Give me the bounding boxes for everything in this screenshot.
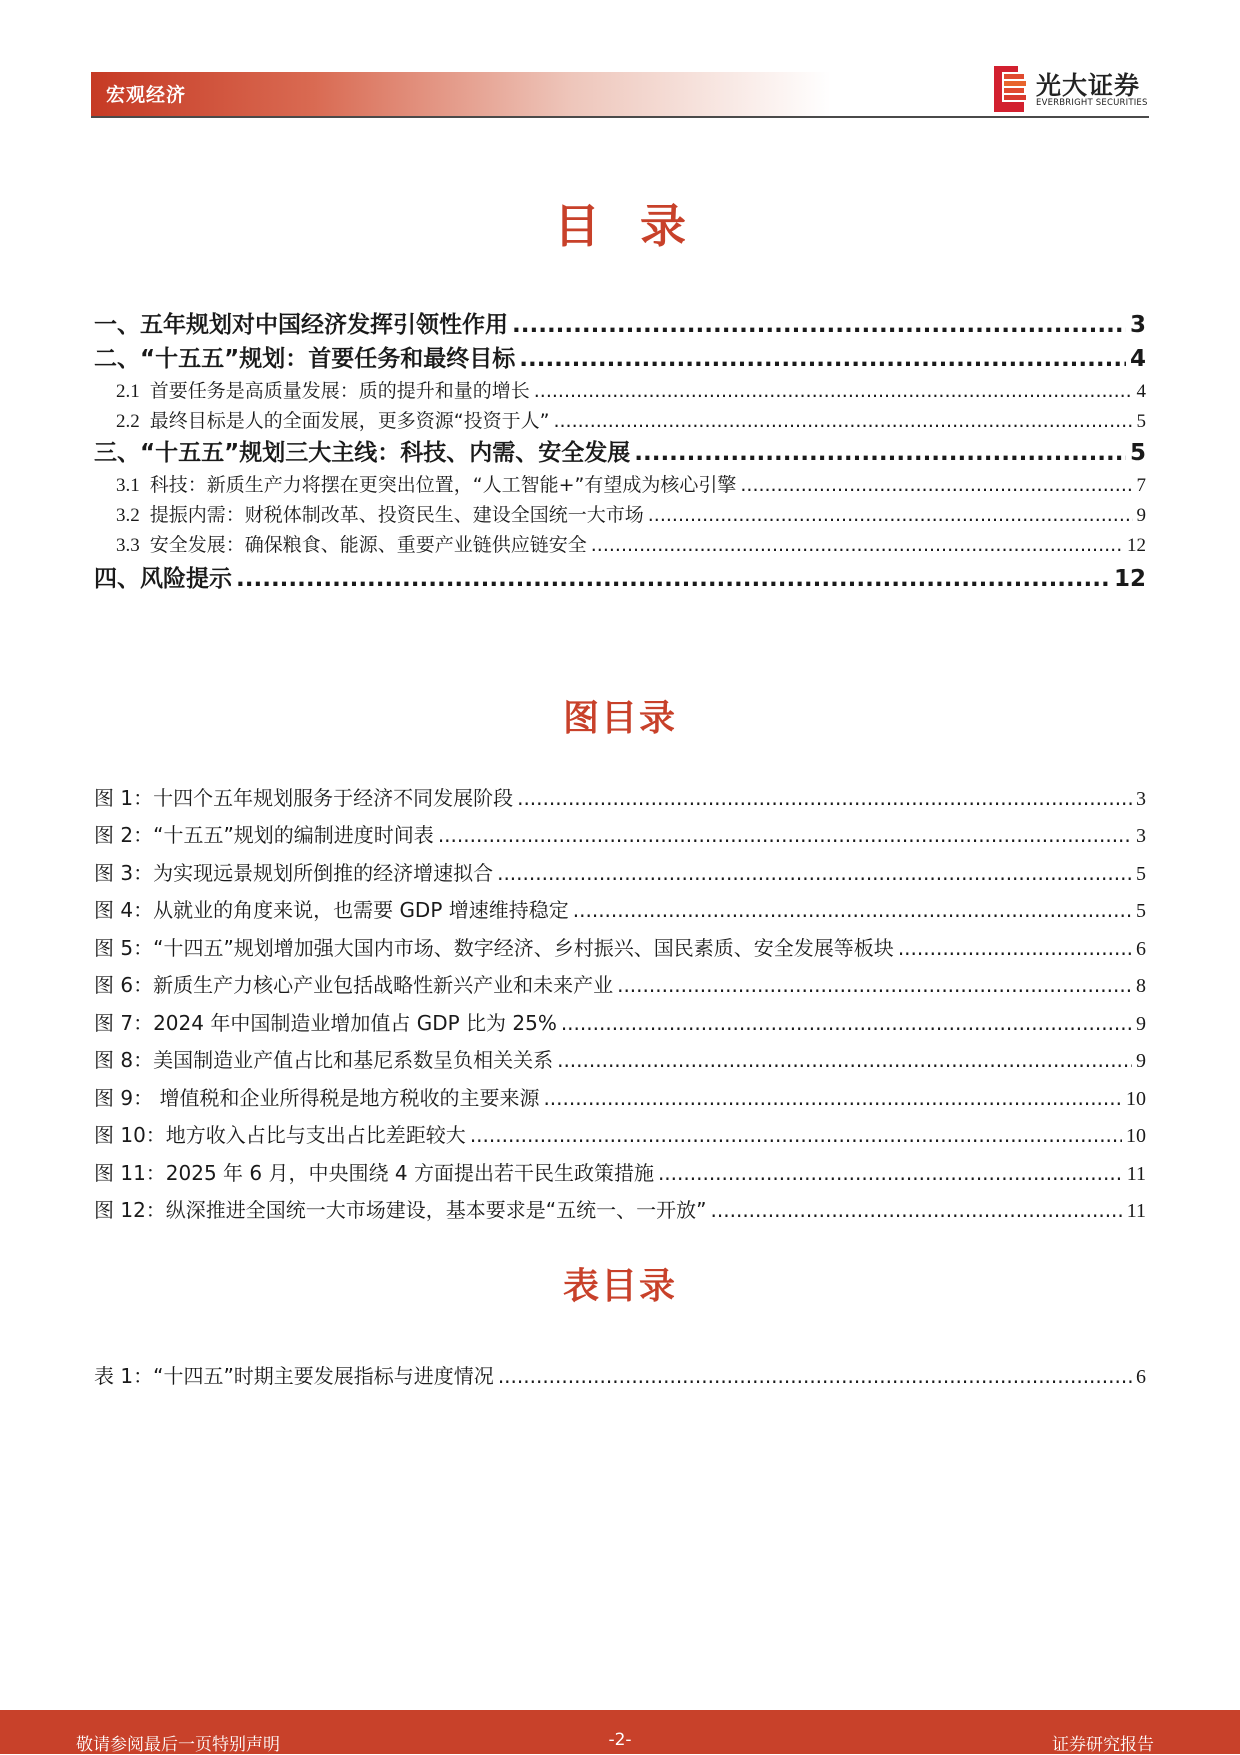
- dot-leader: [658, 1161, 1123, 1185]
- toc-subentry-text: 科技：新质生产力将摆在更突出位置，“人工智能+”有望成为核心引擎: [149, 474, 737, 496]
- dot-leader: [573, 898, 1132, 922]
- toc-subentry[interactable]: [116, 530, 1146, 557]
- toc-entry[interactable]: [94, 340, 1146, 373]
- figure-entry[interactable]: [94, 819, 1146, 848]
- dot-leader: [648, 504, 1133, 526]
- header-band: [91, 72, 831, 116]
- figure-entry[interactable]: [94, 1082, 1146, 1111]
- toc-entry-page: 5: [1129, 440, 1146, 466]
- figure-entry-text: 图 9： 增值税和企业所得税是地方税收的主要来源: [94, 1086, 540, 1110]
- figure-entry-text: 图 8：美国制造业产值占比和基尼系数呈负相关关系: [94, 1048, 554, 1072]
- figure-list-title: 图目录: [562, 698, 677, 739]
- toc-subentry-page: 5: [1136, 411, 1146, 432]
- table-entry-text: 表 1：“十四五”时期主要发展指标与进度情况: [94, 1364, 494, 1388]
- figure-entry[interactable]: [94, 1044, 1146, 1073]
- figure-entry-page: 9: [1136, 1050, 1146, 1072]
- toc-entry[interactable]: [94, 434, 1146, 467]
- dot-leader: [740, 474, 1132, 496]
- figure-entry-text: 图 6：新质生产力核心产业包括战略性新兴产业和未来产业: [94, 973, 614, 997]
- figure-entry[interactable]: [94, 1119, 1146, 1148]
- toc-subentry-text: 提振内需：财税体制改革、投资民生、建设全国统一大市场: [149, 504, 644, 526]
- toc-subentry[interactable]: [116, 376, 1146, 403]
- figure-entry-page: 9: [1136, 1013, 1146, 1035]
- toc-title: 目录: [554, 199, 726, 253]
- toc-entry-text: 一、五年规划对中国经济发挥引领性作用: [94, 312, 508, 338]
- dot-leader: [512, 312, 1126, 338]
- figure-entry-text: 图 5：“十四五”规划增加强大国内市场、数字经济、乡村振兴、国民素质、安全发展等板块: [94, 936, 894, 960]
- figure-entry[interactable]: [94, 782, 1146, 811]
- section-label: 宏观经济: [106, 84, 187, 106]
- figure-entry-text: 图 7：2024 年中国制造业增加值占 GDP 比为 25%: [94, 1011, 557, 1035]
- footer-disclaimer: 敬请参阅最后一页特别声明: [76, 1735, 280, 1755]
- figure-entry-page: 8: [1136, 975, 1146, 997]
- figure-entry-page: 5: [1136, 863, 1146, 885]
- figure-entry-text: 图 4：从就业的角度来说，也需要 GDP 增速维持稳定: [94, 898, 569, 922]
- toc-subentry[interactable]: [116, 470, 1146, 497]
- figure-entry-page: 11: [1126, 1163, 1146, 1185]
- toc-subentry-number: 3.3: [116, 535, 140, 556]
- dot-leader: [711, 1198, 1123, 1222]
- dot-leader: [438, 823, 1132, 847]
- toc-subentry-page: 12: [1127, 535, 1146, 556]
- figure-entry-page: 6: [1136, 938, 1146, 960]
- dot-leader: [497, 861, 1132, 885]
- toc-subentry-number: 3.2: [116, 505, 140, 526]
- dot-leader: [498, 1364, 1132, 1388]
- company-logo: [994, 64, 1154, 112]
- figure-entry-text: 图 10：地方收入占比与支出占比差距较大: [94, 1123, 466, 1147]
- figure-entry-text: 图 12：纵深推进全国统一大市场建设，基本要求是“五统一、一开放”: [94, 1198, 707, 1222]
- toc-subentry-page: 9: [1136, 505, 1146, 526]
- logo-chinese-name: 光大证券: [1036, 71, 1141, 100]
- dot-leader: [470, 1123, 1122, 1147]
- toc-entry-text: 二、“十五五”规划：首要任务和最终目标: [94, 346, 516, 372]
- toc-subentry-page: 7: [1136, 475, 1146, 496]
- figure-entry-text: 图 11：2025 年 6 月，中央围绕 4 方面提出若干民生政策措施: [94, 1161, 654, 1185]
- table-entry-page: 6: [1136, 1366, 1146, 1388]
- table-entry[interactable]: [94, 1360, 1146, 1389]
- header-divider: [91, 116, 1149, 118]
- dot-leader: [634, 440, 1126, 466]
- figure-entry[interactable]: [94, 932, 1146, 961]
- dot-leader: [898, 936, 1132, 960]
- figure-entry[interactable]: [94, 857, 1146, 886]
- dot-leader: [557, 1048, 1132, 1072]
- logo-english-name: EVERBRIGHT SECURITIES: [1036, 98, 1148, 108]
- dot-leader: [517, 786, 1132, 810]
- dot-leader: [553, 410, 1132, 432]
- figure-entry-page: 10: [1126, 1088, 1146, 1110]
- figure-entry-page: 10: [1126, 1125, 1146, 1147]
- everbright-logo-icon: [994, 66, 1026, 112]
- toc-entry[interactable]: [94, 306, 1146, 339]
- figure-entry[interactable]: [94, 1157, 1146, 1186]
- dot-leader: [617, 973, 1132, 997]
- figure-entry-page: 11: [1126, 1200, 1146, 1222]
- figure-entry-page: 3: [1136, 788, 1146, 810]
- toc-subentry-text: 最终目标是人的全面发展，更多资源“投资于人”: [149, 410, 550, 432]
- figure-entry[interactable]: [94, 894, 1146, 923]
- toc-subentry-number: 2.1: [116, 381, 140, 402]
- dot-leader: [236, 566, 1110, 592]
- toc-entry[interactable]: [94, 560, 1146, 593]
- page-number: -2-: [608, 1730, 632, 1750]
- dot-leader: [519, 346, 1126, 372]
- footer-report-type: 证券研究报告: [1052, 1735, 1154, 1755]
- toc-entry-page: 12: [1113, 566, 1146, 592]
- toc-subentry[interactable]: [116, 406, 1146, 433]
- toc-entry-text: 三、“十五五”规划三大主线：科技、内需、安全发展: [94, 440, 631, 466]
- toc-subentry-number: 2.2: [116, 411, 140, 432]
- figure-entry[interactable]: [94, 1007, 1146, 1036]
- dot-leader: [591, 534, 1123, 556]
- figure-entry-page: 5: [1136, 900, 1146, 922]
- figure-entry-text: 图 1：十四个五年规划服务于经济不同发展阶段: [94, 786, 514, 810]
- toc-subentry-page: 4: [1136, 381, 1146, 402]
- figure-entry-text: 图 2：“十五五”规划的编制进度时间表: [94, 823, 434, 847]
- toc-entry-page: 4: [1129, 346, 1146, 372]
- figure-entry[interactable]: [94, 969, 1146, 998]
- dot-leader: [543, 1086, 1122, 1110]
- dot-leader: [534, 380, 1133, 402]
- dot-leader: [561, 1011, 1132, 1035]
- figure-entry-text: 图 3：为实现远景规划所倒推的经济增速拟合: [94, 861, 494, 885]
- table-list-title: 表目录: [562, 1266, 677, 1307]
- toc-subentry[interactable]: [116, 500, 1146, 527]
- toc-subentry-text: 安全发展：确保粮食、能源、重要产业链供应链安全: [149, 534, 587, 556]
- toc-subentry-number: 3.1: [116, 475, 140, 496]
- figure-entry[interactable]: [94, 1194, 1146, 1223]
- toc-subentry-text: 首要任务是高质量发展：质的提升和量的增长: [149, 380, 530, 402]
- figure-entry-page: 3: [1136, 825, 1146, 847]
- toc-entry-text: 四、风险提示: [94, 566, 232, 592]
- toc-entry-page: 3: [1129, 312, 1146, 338]
